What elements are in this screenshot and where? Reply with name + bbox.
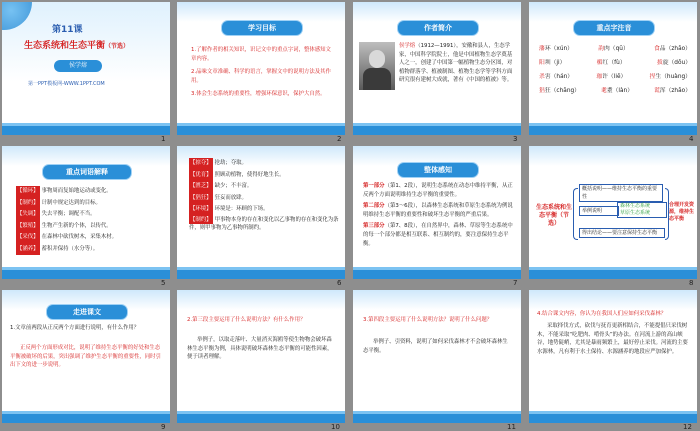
pinyin-row xyxy=(539,70,691,84)
slide-thumbnail-11[interactable] xyxy=(353,290,521,423)
slide-thumbnail-8[interactable] xyxy=(529,146,697,279)
part-list xyxy=(363,182,515,248)
part-item: 第一部分（第1、2段），说明生态系统在动态中维持平衡，从正反两个方面说明维持生态平衡的重要性。 xyxy=(363,183,513,198)
vocab-item: 【制约】 甲事物本身的存在和变化以乙事物的存在和变化为条件，则甲事物为乙事物所制约。 xyxy=(189,216,339,232)
slide-thumbnail-7[interactable] xyxy=(353,146,521,279)
vocab-item: 【优育】 照顾动植物，使得好地生长。 xyxy=(189,170,339,182)
slide-footer-bar xyxy=(529,126,697,135)
slide-sky xyxy=(177,290,345,310)
slide-header: 作者简介 xyxy=(397,20,479,36)
diagram-box-1: 概括说明——维持生态平衡的重要性 xyxy=(579,184,663,202)
portrait-body xyxy=(363,68,391,90)
pinyin-item: 猖狂（chāng） xyxy=(539,88,580,94)
slide-number: 6 xyxy=(337,279,342,287)
pinyin-item: 捏生（huàng） xyxy=(649,74,691,80)
author-badge: 侯学熔 xyxy=(54,60,102,72)
goal-item-2: 2.品味文章准确、科学的语言，掌握文中的说明方法及其作用。 xyxy=(191,69,331,84)
pinyin-item: 阳圳（ji） xyxy=(539,60,566,66)
question-text: 4.结合课文内容，你认为在我国人们应如何采伐森林？ xyxy=(537,311,667,317)
slide-number: 7 xyxy=(513,279,518,287)
portrait-face xyxy=(369,50,385,68)
slide-footer-bar xyxy=(2,414,170,423)
slide-title: 生态系统和生态平衡（节选） xyxy=(24,41,130,51)
pinyin-row xyxy=(539,56,691,70)
slide-thumbnail-3[interactable] xyxy=(353,2,521,135)
slide-sky xyxy=(529,290,697,310)
vocab-item: 【环境】 环境是：环顾的下场。 xyxy=(189,204,339,216)
vocab-item: 【繁殖】 生物产生新的个体，以传代。 xyxy=(16,221,164,233)
slide-footer-bar xyxy=(177,126,345,135)
slide-footer-bar xyxy=(529,270,697,279)
slide-number: 1 xyxy=(161,135,166,143)
vocab-item: 【失调】 失去平衡；调配不当。 xyxy=(16,209,164,221)
lesson-number: 第11课 xyxy=(52,25,83,35)
pinyin-item: 藩环（xún） xyxy=(539,46,573,52)
pinyin-item: 韵肉（qū） xyxy=(598,46,629,52)
pinyin-row xyxy=(539,84,691,98)
slide-number: 4 xyxy=(689,135,694,143)
question-text: 2.第三段主要运用了什么说明方法？有什么作用？ xyxy=(187,317,306,323)
slide-sky xyxy=(529,146,697,166)
author-portrait xyxy=(359,42,395,90)
slide-thumbnail-1[interactable] xyxy=(2,2,170,135)
goal-item-3: 3.体会生态系统的重要性，增强环保意识，保护大自然。 xyxy=(191,91,326,97)
slide-footer-bar xyxy=(177,270,345,279)
answer-text: 举例子、引资料，说明了如何采伐森林才不会破坏森林生态平衡。 xyxy=(363,339,508,354)
sub-item: 森林生态系统 xyxy=(620,203,651,209)
question-text: 3.第四段主要运用了什么说明方法？说明了什么问题？ xyxy=(363,317,493,323)
diagram-box-2: 举例说明 xyxy=(579,206,619,216)
answer-text: 正反两个方面形成对比，说明了维持生态平衡的好处和生态平衡被破坏的后果，突出强调了维护生态平衡的重要性，同时引出下文的进一步说明。 xyxy=(10,345,161,369)
slide-number: 9 xyxy=(161,423,166,431)
slide-thumbnail-9[interactable] xyxy=(2,290,170,423)
diagram-box-3: 得出结论——要注意保持生态平衡 xyxy=(579,228,665,238)
slide-header: 走进课文 xyxy=(46,304,128,320)
pinyin-item: 楣红（fù） xyxy=(596,60,626,66)
slide-footer-bar xyxy=(2,270,170,279)
slide-header: 学习目标 xyxy=(221,20,303,36)
slide-footer-bar xyxy=(2,126,170,135)
pinyin-row xyxy=(539,42,691,56)
slide-number: 2 xyxy=(337,135,342,143)
vocab-list xyxy=(16,186,164,255)
slide-header: 重点词语解释 xyxy=(42,164,132,180)
pinyin-item: 耄耋（làn） xyxy=(600,88,633,94)
vocab-item: 【循环】 事物周而复始地运动或变化。 xyxy=(16,186,164,198)
slide-thumbnail-6[interactable] xyxy=(177,146,345,279)
slide-footer-bar xyxy=(177,414,345,423)
slide-number: 12 xyxy=(683,423,692,431)
slide-footer-bar xyxy=(529,414,697,423)
bracket xyxy=(573,188,578,240)
diagram-sub-box xyxy=(617,202,667,218)
part-item: 第二部分（第3～6段），以森林生态系统和草原生态系统为例说明维持生态平衡的重要性和破坏生态平衡的严重后果。 xyxy=(363,203,513,218)
slide-number: 3 xyxy=(513,135,518,143)
slide-footer-bar xyxy=(353,414,521,423)
vocab-item: 【采伐】 在森林中砍伐树木，采集木材。 xyxy=(16,232,164,244)
pinyin-item: 珈许（liě） xyxy=(596,74,627,80)
slide-thumbnail-4[interactable] xyxy=(529,2,697,135)
pinyin-item: 谎浑（zhāo） xyxy=(653,88,691,94)
slide-thumbnail-5[interactable] xyxy=(2,146,170,279)
slide-sky xyxy=(529,2,697,22)
slide-sky xyxy=(177,2,345,22)
slide-number: 10 xyxy=(331,423,340,431)
author-bio: 侯学熔（1912—1991），安徽和县人，生态学家，中国科学院院士，他是中国植物生态学奠基人之一，创建了中国第一幅植物生态分区图，对植物群落学、植被制图、植物生态学等学科方面研究很有建树大成就，著有《中国的植被》等。 xyxy=(399,43,513,84)
vocab-item: 【掠夺】 抢劫；夺取。 xyxy=(189,158,339,170)
slide-sky xyxy=(353,2,521,22)
pinyin-item: 拔旋（dōu） xyxy=(656,60,691,66)
vocab-item: 【猖狂】 狂妄而放肆。 xyxy=(189,193,339,205)
slide-thumbnail-10[interactable] xyxy=(177,290,345,423)
vocab-item: 【涵养】 蓄积并保持（水分等）。 xyxy=(16,244,164,256)
slide-sky xyxy=(353,290,521,310)
question-text: 1.文章前两段从正反两个方面进行说明，有什么作用？ xyxy=(10,325,140,331)
slide-footer-bar xyxy=(353,126,521,135)
sub-item: 草原生态系统 xyxy=(620,210,651,216)
slide-sky xyxy=(2,146,170,166)
slide-thumbnail-12[interactable] xyxy=(529,290,697,423)
slide-header: 重点字注音 xyxy=(573,20,655,36)
slide-number: 8 xyxy=(689,279,694,287)
slide-number: 11 xyxy=(507,423,516,431)
part-item: 第三部分（第7、8段），在自然界中，森林、草原等生态系统中的每一个部分都是相互联系、相互制约的，要注意保持生态平衡。 xyxy=(363,223,513,247)
goal-item-1: 1.了解作者的相关知识，识记文中的重点字词，整体感知文章内容。 xyxy=(191,47,331,62)
pinyin-item: 杀害（hán） xyxy=(539,74,574,80)
site-credit: 第一PPT模板网-WWW.1PPT.COM xyxy=(28,81,105,87)
diagram-root: 生态系统和生态平衡（节选） xyxy=(535,204,572,227)
diagram-conclusion: 合理开发资源，维持生态平衡 xyxy=(669,202,695,222)
slide-thumbnail-2[interactable] xyxy=(177,2,345,135)
vocab-item: 【制约】 计制中规定达到的目标。 xyxy=(16,198,164,210)
answer-text: 采取择伐方式，砍伐与抚育更新相结合，不能提倡只采伐树木，不能采取“吃肥肉、啃骨头”的办法。在河流上游的高山峡谷，地势陡峭，尤其是暴雨频繁上，最好停止采伐。河流的主要水源林，凡有利于水土保持、水源涵养的地段应严加保护。 xyxy=(537,323,688,355)
pinyin-item: 食品（zhāo） xyxy=(653,46,691,52)
slide-footer-bar xyxy=(353,270,521,279)
slide-header: 整体感知 xyxy=(397,162,479,178)
vocab-item: 【匮乏】 缺少；不丰富。 xyxy=(189,181,339,193)
vocab-list xyxy=(189,158,339,233)
answer-text: 举例子，以取走落叶、大量消灭海鸥等使生物物会破坏森林生态平衡为例，具体说明破坏森林生态平衡的可能性因素，便于读者理解。 xyxy=(187,337,333,361)
pinyin-grid xyxy=(539,42,691,98)
slide-number: 5 xyxy=(161,279,166,287)
